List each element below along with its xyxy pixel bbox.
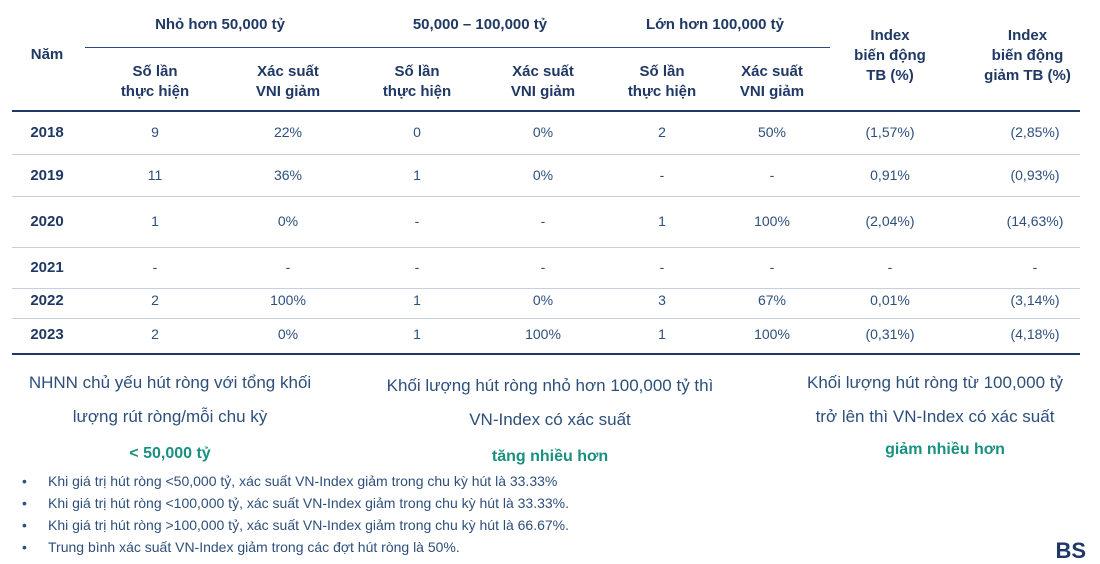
row-separator xyxy=(12,318,1080,319)
note-3 xyxy=(780,366,1090,434)
table-cell: - xyxy=(285,259,291,275)
table-cell: - xyxy=(769,167,775,183)
table-cell: - xyxy=(414,213,420,229)
table-cell: 9 xyxy=(151,124,159,140)
note-3-line2: trở lên thì VN-Index có xác suất xyxy=(815,407,1055,426)
table-cell: 0% xyxy=(532,292,554,308)
row-separator xyxy=(12,154,1080,155)
bullet-text: Khi giá trị hút ròng <100,000 tỷ, xác suất VN-Index giảm trong chu kỳ hút là 33.33%. xyxy=(48,495,570,511)
table-cell: 0% xyxy=(277,326,299,342)
table-cell: 1 xyxy=(413,292,421,308)
bullet-item xyxy=(18,514,569,536)
table-cell: (2,04%) xyxy=(865,213,915,229)
table-cell: 36% xyxy=(273,167,303,183)
table-cell: - xyxy=(659,259,665,275)
row-year: 2019 xyxy=(30,167,64,184)
table-cell: 100% xyxy=(754,326,790,342)
table-cell: (0,93%) xyxy=(1010,167,1060,183)
table-cell: - xyxy=(1032,259,1038,275)
note-1 xyxy=(20,366,320,434)
table-cell: (0,31%) xyxy=(865,326,915,342)
bullet-list xyxy=(18,470,569,558)
bullet-text: Khi giá trị hút ròng <50,000 tỷ, xác suất VN-Index giảm trong chu kỳ hút là 33.33% xyxy=(48,473,558,489)
table-cell: 11 xyxy=(147,167,163,183)
bullet-dot: • xyxy=(22,517,27,533)
row-year: 2022 xyxy=(30,292,64,309)
table-cell: 50% xyxy=(757,124,787,140)
bullet-text: Trung bình xác suất VN-Index giảm trong các đợt hút ròng là 50%. xyxy=(48,539,460,555)
table-cell: - xyxy=(659,167,665,183)
sub-header-prob: Xác suất VNI giảm xyxy=(739,63,805,100)
table-cell: - xyxy=(152,259,158,275)
table-cell: 67% xyxy=(757,292,787,308)
table-bottom-rule xyxy=(12,353,1080,355)
row-separator xyxy=(12,247,1080,248)
table-cell: 1 xyxy=(413,326,421,342)
sub-header-prob: Xác suất VNI giảm xyxy=(255,63,321,100)
table-cell: 2 xyxy=(151,326,159,342)
table-cell: (14,63%) xyxy=(1006,213,1064,229)
note-2 xyxy=(360,369,740,437)
table-cell: 0% xyxy=(277,213,299,229)
row-year: 2023 xyxy=(30,326,64,343)
note-1-highlight: < 50,000 tỷ xyxy=(129,445,211,462)
table-cell: 100% xyxy=(525,326,561,342)
row-separator xyxy=(12,196,1080,197)
note-1-line2: lượng rút ròng/mỗi chu kỳ xyxy=(72,407,268,426)
note-3-highlight: giảm nhiều hơn xyxy=(885,441,1005,458)
table-cell: (2,85%) xyxy=(1010,124,1060,140)
table-cell: - xyxy=(414,259,420,275)
table-cell: 0,91% xyxy=(870,167,910,183)
bullet-dot: • xyxy=(22,495,27,511)
note-3-line1: Khối lượng hút ròng từ 100,000 tỷ xyxy=(806,373,1063,392)
sub-header-count: Số lần thực hiện xyxy=(382,63,452,100)
note-2-line2: VN-Index có xác suất xyxy=(469,410,631,429)
table-cell: 1 xyxy=(413,167,421,183)
row-year: 2018 xyxy=(30,124,64,141)
bullet-dot: • xyxy=(22,539,27,555)
table-cell: - xyxy=(540,259,546,275)
table-cell: 1 xyxy=(658,326,666,342)
table-cell: 22% xyxy=(273,124,303,140)
table-cell: 2 xyxy=(151,292,159,308)
note-2-line1: Khối lượng hút ròng nhỏ hơn 100,000 tỷ thì xyxy=(386,376,714,395)
group-header-mid: 50,000 – 100,000 tỷ xyxy=(412,16,548,33)
header-bottom-rule xyxy=(12,110,1080,112)
sub-header-count: Số lần thực hiện xyxy=(120,63,190,100)
bullet-item xyxy=(18,470,569,492)
index-avg-header: Index biến động TB (%) xyxy=(854,27,926,84)
row-year: 2020 xyxy=(30,213,64,230)
bullet-item xyxy=(18,536,569,558)
table-cell: 0 xyxy=(413,124,421,140)
table-cell: 1 xyxy=(658,213,666,229)
table-cell: 2 xyxy=(658,124,666,140)
bullet-text: Khi giá trị hút ròng >100,000 tỷ, xác suất VN-Index giảm trong chu kỳ hút là 66.67%. xyxy=(48,517,570,533)
bullet-item xyxy=(18,492,569,514)
table-cell: 3 xyxy=(658,292,666,308)
sub-header-prob: Xác suất VNI giảm xyxy=(510,63,576,100)
table-cell: - xyxy=(769,259,775,275)
table-cell: (1,57%) xyxy=(865,124,915,140)
table-cell: 1 xyxy=(151,213,159,229)
index-down-header: Index biến động giảm TB (%) xyxy=(984,27,1071,84)
table-cell: 100% xyxy=(270,292,306,308)
row-year: 2021 xyxy=(30,259,64,276)
year-header: Năm xyxy=(30,46,64,63)
table-cell: - xyxy=(887,259,893,275)
table-cell: (3,14%) xyxy=(1010,292,1060,308)
table-cell: 100% xyxy=(754,213,790,229)
table-cell: 0% xyxy=(532,124,554,140)
note-1-line1: NHNN chủ yếu hút ròng với tổng khối xyxy=(28,373,312,392)
table-cell: 0% xyxy=(532,167,554,183)
group-header-small: Nhỏ hơn 50,000 tỷ xyxy=(155,16,285,33)
sub-header-count: Số lần thực hiện xyxy=(627,63,697,100)
bullet-dot: • xyxy=(22,473,27,489)
table-cell: 0,01% xyxy=(870,292,910,308)
note-2-highlight: tăng nhiều hơn xyxy=(491,448,609,465)
brand-logo: BS xyxy=(1055,538,1086,563)
group-underline xyxy=(85,47,830,48)
group-header-large: Lớn hơn 100,000 tỷ xyxy=(645,16,785,33)
table-cell: - xyxy=(540,213,546,229)
row-separator xyxy=(12,288,1080,289)
table-cell: (4,18%) xyxy=(1010,326,1060,342)
